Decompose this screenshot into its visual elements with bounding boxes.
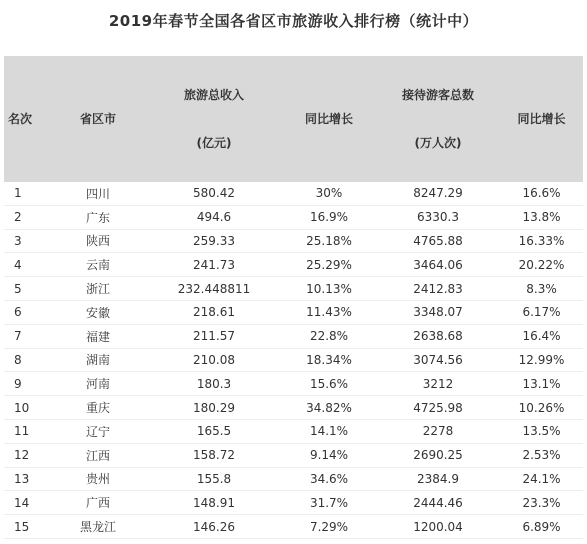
table-row: [4, 205, 583, 229]
cell-visitors: 2690.25: [376, 443, 500, 467]
cell-visitors-growth: 16.4%: [500, 324, 583, 348]
table-row: [4, 182, 583, 205]
cell-province: 贵州: [50, 467, 146, 491]
cell-income-growth: 31.7%: [282, 491, 376, 515]
cell-rank: 8: [4, 348, 50, 372]
cell-income: 211.57: [146, 324, 282, 348]
page-title: 2019年春节全国各省区市旅游收入排行榜（统计中）: [108, 12, 479, 30]
cell-province: 湖南: [50, 348, 146, 372]
header-income-growth: 同比增长: [304, 111, 353, 126]
table-row: [4, 253, 583, 277]
table-row: [4, 515, 583, 539]
cell-income: 218.61: [146, 300, 282, 324]
cell-visitors: 4725.98: [376, 396, 500, 420]
cell-visitors-growth: 2.53%: [500, 443, 583, 467]
cell-visitors-growth: 23.3%: [500, 491, 583, 515]
table-row: [4, 419, 583, 443]
header-visitors-label: 接待游客总数: [401, 87, 474, 102]
cell-visitors-growth: 16.6%: [500, 182, 583, 205]
cell-province: 福建: [50, 324, 146, 348]
header-province: 省区市: [79, 111, 116, 126]
cell-rank: 7: [4, 324, 50, 348]
cell-visitors: 3348.07: [376, 300, 500, 324]
cell-income: 165.5: [146, 419, 282, 443]
cell-visitors-growth: 6.89%: [500, 515, 583, 539]
table-header-row: [4, 56, 583, 182]
cell-income: 232.448811: [146, 277, 282, 301]
cell-rank: 3: [4, 229, 50, 253]
cell-income: 148.91: [146, 491, 282, 515]
cell-income-growth: 9.14%: [282, 443, 376, 467]
cell-visitors: 6330.3: [376, 205, 500, 229]
cell-visitors: 2278: [376, 419, 500, 443]
cell-income-growth: 7.29%: [282, 515, 376, 539]
cell-income: 580.42: [146, 182, 282, 205]
cell-income: 155.8: [146, 467, 282, 491]
cell-income-growth: 11.43%: [282, 300, 376, 324]
cell-province: 广西: [50, 491, 146, 515]
cell-rank: 13: [4, 467, 50, 491]
header-visitors-unit: (万人次): [414, 136, 462, 150]
ranking-table: [4, 56, 583, 539]
cell-rank: 4: [4, 253, 50, 277]
cell-province: 浙江: [50, 277, 146, 301]
cell-income: 241.73: [146, 253, 282, 277]
cell-province: 云南: [50, 253, 146, 277]
cell-income-growth: 34.82%: [282, 396, 376, 420]
cell-province: 安徽: [50, 300, 146, 324]
table-row: [4, 467, 583, 491]
cell-income: 158.72: [146, 443, 282, 467]
header-income-label: 旅游总收入: [183, 87, 244, 102]
cell-rank: 9: [4, 372, 50, 396]
cell-visitors: 3464.06: [376, 253, 500, 277]
cell-visitors: 4765.88: [376, 229, 500, 253]
cell-visitors: 3212: [376, 372, 500, 396]
table-row: [4, 372, 583, 396]
cell-visitors-growth: 16.33%: [500, 229, 583, 253]
cell-rank: 2: [4, 205, 50, 229]
cell-income: 259.33: [146, 229, 282, 253]
cell-visitors-growth: 8.3%: [500, 277, 583, 301]
cell-rank: 6: [4, 300, 50, 324]
cell-visitors: 3074.56: [376, 348, 500, 372]
cell-visitors-growth: 6.17%: [500, 300, 583, 324]
table-row: [4, 300, 583, 324]
cell-visitors: 1200.04: [376, 515, 500, 539]
cell-income-growth: 30%: [282, 182, 376, 205]
cell-visitors: 2384.9: [376, 467, 500, 491]
header-income-unit: (亿元): [196, 136, 232, 150]
cell-visitors-growth: 20.22%: [500, 253, 583, 277]
table-row: [4, 229, 583, 253]
cell-province: 四川: [50, 182, 146, 205]
cell-income-growth: 18.34%: [282, 348, 376, 372]
cell-visitors: 2638.68: [376, 324, 500, 348]
table-row: [4, 348, 583, 372]
cell-visitors: 2412.83: [376, 277, 500, 301]
cell-visitors-growth: 12.99%: [500, 348, 583, 372]
cell-province: 辽宁: [50, 419, 146, 443]
cell-income: 180.29: [146, 396, 282, 420]
cell-visitors: 8247.29: [376, 182, 500, 205]
cell-province: 黑龙江: [50, 515, 146, 539]
cell-visitors-growth: 13.8%: [500, 205, 583, 229]
cell-income-growth: 15.6%: [282, 372, 376, 396]
cell-rank: 15: [4, 515, 50, 539]
table-row: [4, 443, 583, 467]
cell-visitors-growth: 13.1%: [500, 372, 583, 396]
header-visitors: [376, 56, 500, 182]
cell-income-growth: 10.13%: [282, 277, 376, 301]
cell-rank: 1: [4, 182, 50, 205]
cell-visitors: 2444.46: [376, 491, 500, 515]
cell-income-growth: 16.9%: [282, 205, 376, 229]
cell-rank: 10: [4, 396, 50, 420]
table-row: [4, 491, 583, 515]
cell-income: 180.3: [146, 372, 282, 396]
header-visitors-growth: 同比增长: [517, 111, 566, 126]
cell-income: 494.6: [146, 205, 282, 229]
cell-province: 陕西: [50, 229, 146, 253]
cell-income-growth: 22.8%: [282, 324, 376, 348]
cell-province: 重庆: [50, 396, 146, 420]
cell-visitors-growth: 24.1%: [500, 467, 583, 491]
cell-visitors-growth: 10.26%: [500, 396, 583, 420]
cell-income-growth: 14.1%: [282, 419, 376, 443]
cell-income: 146.26: [146, 515, 282, 539]
table-body: [4, 182, 583, 538]
table-row: [4, 396, 583, 420]
cell-income-growth: 34.6%: [282, 467, 376, 491]
cell-income-growth: 25.18%: [282, 229, 376, 253]
cell-visitors-growth: 13.5%: [500, 419, 583, 443]
header-income: [146, 56, 282, 182]
cell-rank: 5: [4, 277, 50, 301]
cell-province: 广东: [50, 205, 146, 229]
table-row: [4, 277, 583, 301]
cell-income-growth: 25.29%: [282, 253, 376, 277]
cell-province: 江西: [50, 443, 146, 467]
header-rank: 名次: [8, 111, 33, 126]
cell-rank: 14: [4, 491, 50, 515]
table-row: [4, 324, 583, 348]
cell-rank: 11: [4, 419, 50, 443]
cell-rank: 12: [4, 443, 50, 467]
cell-income: 210.08: [146, 348, 282, 372]
cell-province: 河南: [50, 372, 146, 396]
